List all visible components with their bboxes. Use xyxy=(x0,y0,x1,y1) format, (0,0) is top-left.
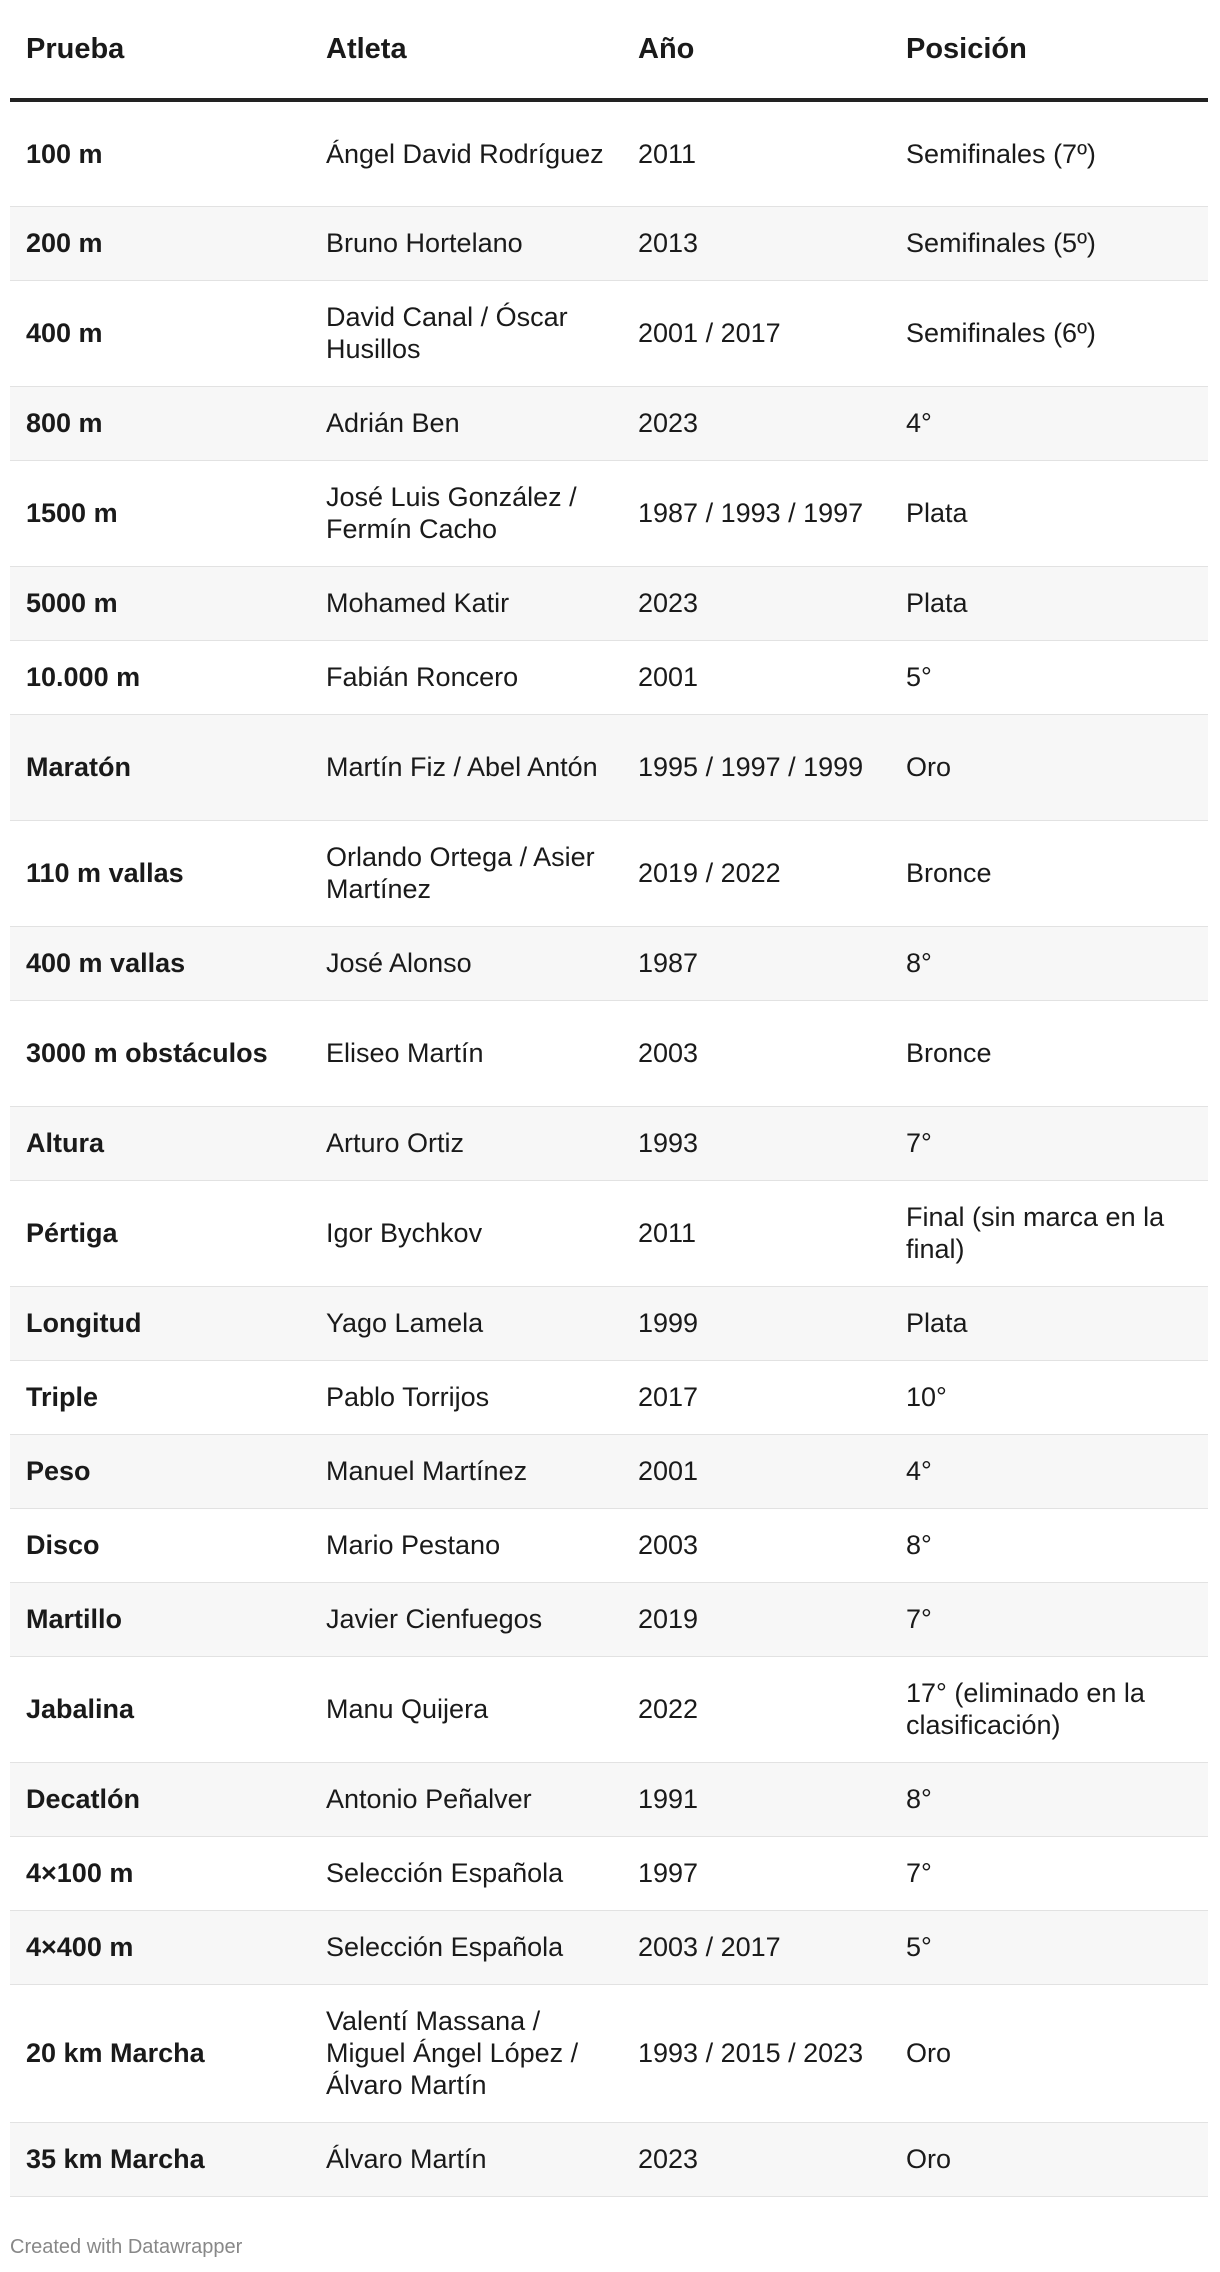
position-cell: Semifinales (7º) xyxy=(890,100,1208,206)
athlete-cell: Adrián Ben xyxy=(310,386,622,460)
event-cell: Disco xyxy=(10,1508,310,1582)
position-cell: 10° xyxy=(890,1360,1208,1434)
event-cell: Maratón xyxy=(10,714,310,820)
event-cell: Martillo xyxy=(10,1582,310,1656)
position-cell: Oro xyxy=(890,714,1208,820)
header-row xyxy=(10,0,1208,100)
results-table-container xyxy=(10,0,1208,2197)
table-row xyxy=(10,1180,1208,1286)
position-cell: 7° xyxy=(890,1836,1208,1910)
athlete-cell: Eliseo Martín xyxy=(310,1000,622,1106)
athlete-cell: Igor Bychkov xyxy=(310,1180,622,1286)
table-row xyxy=(10,566,1208,640)
event-cell: 200 m xyxy=(10,206,310,280)
position-cell: 17° (eliminado en la clasificación) xyxy=(890,1656,1208,1762)
event-cell: 1500 m xyxy=(10,460,310,566)
position-cell: 7° xyxy=(890,1106,1208,1180)
athlete-cell: Mario Pestano xyxy=(310,1508,622,1582)
position-cell: Oro xyxy=(890,1984,1208,2122)
athlete-cell: Arturo Ortiz xyxy=(310,1106,622,1180)
table-row xyxy=(10,640,1208,714)
event-cell: 100 m xyxy=(10,100,310,206)
header-position[interactable]: Posición xyxy=(890,0,1208,100)
table-row xyxy=(10,386,1208,460)
athlete-cell: Martín Fiz / Abel Antón xyxy=(310,714,622,820)
position-cell: 5° xyxy=(890,1910,1208,1984)
event-cell: Longitud xyxy=(10,1286,310,1360)
athlete-cell: Álvaro Martín xyxy=(310,2122,622,2196)
position-cell: 8° xyxy=(890,926,1208,1000)
event-cell: Pértiga xyxy=(10,1180,310,1286)
position-cell: 7° xyxy=(890,1582,1208,1656)
year-cell: 2003 / 2017 xyxy=(622,1910,890,1984)
year-cell: 2001 / 2017 xyxy=(622,280,890,386)
position-cell: Plata xyxy=(890,1286,1208,1360)
athlete-cell: Ángel David Rodríguez xyxy=(310,100,622,206)
year-cell: 1991 xyxy=(622,1762,890,1836)
athlete-cell: Fabián Roncero xyxy=(310,640,622,714)
position-cell: Semifinales (6º) xyxy=(890,280,1208,386)
athlete-cell: José Luis González / Fermín Cacho xyxy=(310,460,622,566)
athlete-cell: Yago Lamela xyxy=(310,1286,622,1360)
position-cell: 5° xyxy=(890,640,1208,714)
results-table xyxy=(10,0,1208,2197)
position-cell: 8° xyxy=(890,1508,1208,1582)
event-cell: 400 m vallas xyxy=(10,926,310,1000)
table-row xyxy=(10,1434,1208,1508)
athlete-cell: Selección Española xyxy=(310,1910,622,1984)
table-row xyxy=(10,1836,1208,1910)
position-cell: Semifinales (5º) xyxy=(890,206,1208,280)
position-cell: Plata xyxy=(890,566,1208,640)
year-cell: 1993 xyxy=(622,1106,890,1180)
table-header xyxy=(10,0,1208,100)
header-year[interactable]: Año xyxy=(622,0,890,100)
datawrapper-credit[interactable]: Created with Datawrapper xyxy=(10,2236,243,2258)
position-cell: Bronce xyxy=(890,820,1208,926)
table-body xyxy=(10,100,1208,2196)
year-cell: 2001 xyxy=(622,640,890,714)
year-cell: 2011 xyxy=(622,100,890,206)
table-row xyxy=(10,1582,1208,1656)
year-cell: 1999 xyxy=(622,1286,890,1360)
event-cell: 400 m xyxy=(10,280,310,386)
event-cell: 800 m xyxy=(10,386,310,460)
year-cell: 2001 xyxy=(622,1434,890,1508)
header-event[interactable]: Prueba xyxy=(10,0,310,100)
year-cell: 2023 xyxy=(622,2122,890,2196)
position-cell: Plata xyxy=(890,460,1208,566)
athlete-cell: Pablo Torrijos xyxy=(310,1360,622,1434)
event-cell: 110 m vallas xyxy=(10,820,310,926)
event-cell: Triple xyxy=(10,1360,310,1434)
athlete-cell: David Canal / Óscar Husillos xyxy=(310,280,622,386)
athlete-cell: Selección Española xyxy=(310,1836,622,1910)
table-row xyxy=(10,1984,1208,2122)
table-row xyxy=(10,280,1208,386)
position-cell: Bronce xyxy=(890,1000,1208,1106)
year-cell: 2003 xyxy=(622,1508,890,1582)
event-cell: 4×400 m xyxy=(10,1910,310,1984)
table-row xyxy=(10,1106,1208,1180)
table-row xyxy=(10,714,1208,820)
table-row xyxy=(10,460,1208,566)
athlete-cell: Manu Quijera xyxy=(310,1656,622,1762)
year-cell: 2013 xyxy=(622,206,890,280)
position-cell: 4° xyxy=(890,386,1208,460)
athlete-cell: Manuel Martínez xyxy=(310,1434,622,1508)
table-row xyxy=(10,1286,1208,1360)
year-cell: 1997 xyxy=(622,1836,890,1910)
athlete-cell: José Alonso xyxy=(310,926,622,1000)
table-row xyxy=(10,206,1208,280)
year-cell: 1987 xyxy=(622,926,890,1000)
position-cell: Oro xyxy=(890,2122,1208,2196)
event-cell: 35 km Marcha xyxy=(10,2122,310,2196)
athlete-cell: Orlando Ortega / Asier Martínez xyxy=(310,820,622,926)
athlete-cell: Javier Cienfuegos xyxy=(310,1582,622,1656)
event-cell: 20 km Marcha xyxy=(10,1984,310,2122)
event-cell: Peso xyxy=(10,1434,310,1508)
table-row xyxy=(10,2122,1208,2196)
table-row xyxy=(10,1656,1208,1762)
table-row xyxy=(10,100,1208,206)
year-cell: 1987 / 1993 / 1997 xyxy=(622,460,890,566)
athlete-cell: Mohamed Katir xyxy=(310,566,622,640)
year-cell: 2023 xyxy=(622,386,890,460)
year-cell: 2022 xyxy=(622,1656,890,1762)
position-cell: Final (sin marca en la final) xyxy=(890,1180,1208,1286)
table-row xyxy=(10,1762,1208,1836)
year-cell: 1993 / 2015 / 2023 xyxy=(622,1984,890,2122)
table-row xyxy=(10,1360,1208,1434)
event-cell: 4×100 m xyxy=(10,1836,310,1910)
position-cell: 8° xyxy=(890,1762,1208,1836)
athlete-cell: Bruno Hortelano xyxy=(310,206,622,280)
table-row xyxy=(10,1000,1208,1106)
event-cell: 5000 m xyxy=(10,566,310,640)
event-cell: Jabalina xyxy=(10,1656,310,1762)
table-row xyxy=(10,820,1208,926)
position-cell: 4° xyxy=(890,1434,1208,1508)
year-cell: 2019 xyxy=(622,1582,890,1656)
athlete-cell: Valentí Massana / Miguel Ángel López / Álvaro Martín xyxy=(310,1984,622,2122)
table-row xyxy=(10,926,1208,1000)
event-cell: 3000 m obstáculos xyxy=(10,1000,310,1106)
year-cell: 2023 xyxy=(622,566,890,640)
table-row xyxy=(10,1910,1208,1984)
table-row xyxy=(10,1508,1208,1582)
athlete-cell: Antonio Peñalver xyxy=(310,1762,622,1836)
year-cell: 2017 xyxy=(622,1360,890,1434)
year-cell: 2011 xyxy=(622,1180,890,1286)
event-cell: Decatlón xyxy=(10,1762,310,1836)
event-cell: 10.000 m xyxy=(10,640,310,714)
event-cell: Altura xyxy=(10,1106,310,1180)
year-cell: 2003 xyxy=(622,1000,890,1106)
year-cell: 1995 / 1997 / 1999 xyxy=(622,714,890,820)
header-athlete[interactable]: Atleta xyxy=(310,0,622,100)
year-cell: 2019 / 2022 xyxy=(622,820,890,926)
